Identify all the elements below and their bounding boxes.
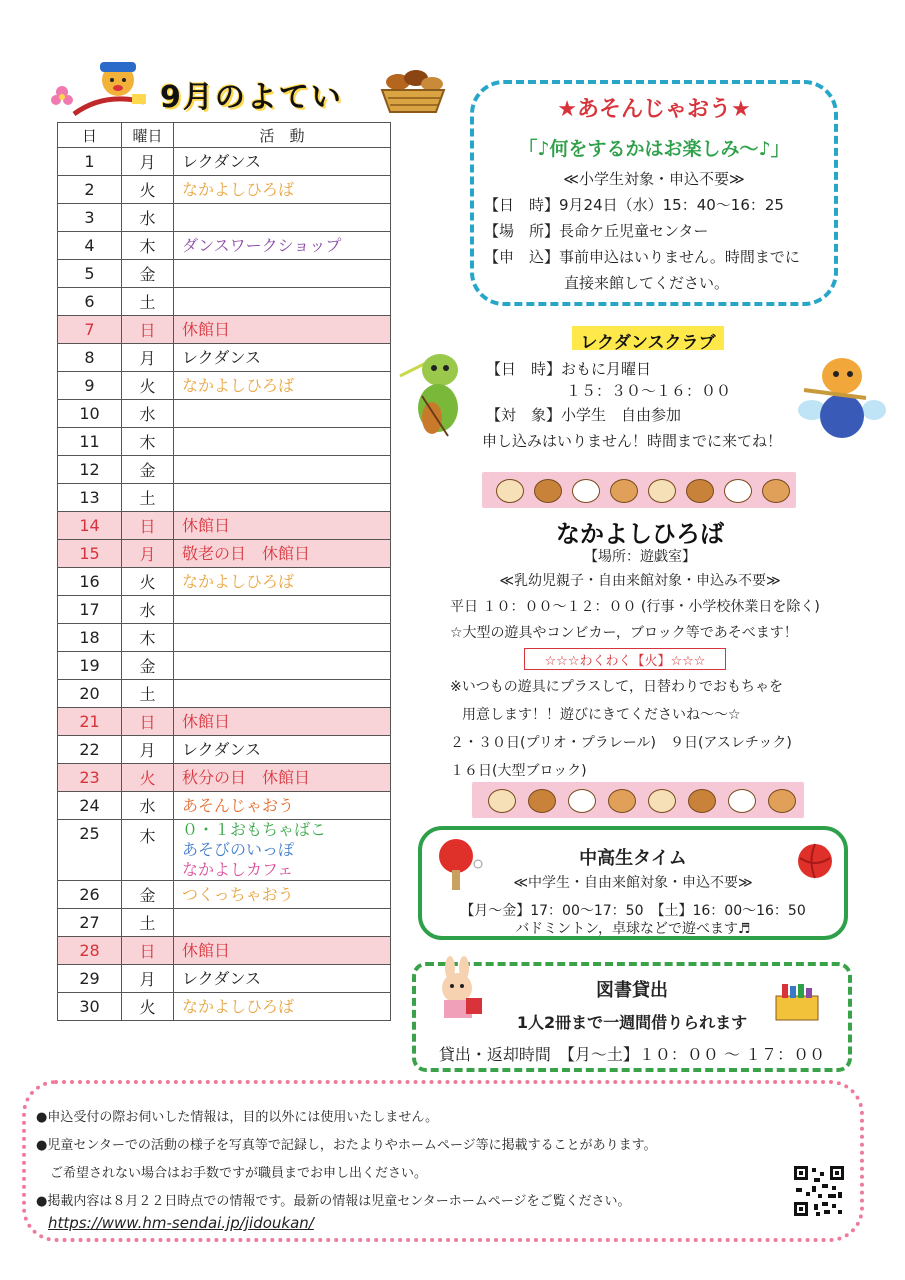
activity-label: レクダンス	[182, 347, 262, 367]
calendar-activity	[174, 624, 391, 652]
calendar-row	[58, 344, 391, 372]
calendar-weekday: 金	[122, 881, 174, 909]
calendar-activity	[174, 993, 391, 1021]
calendar-weekday: 木	[122, 820, 174, 881]
bear-kid-icon	[44, 52, 156, 124]
footer-note-4: ●掲載内容は８月２２日時点での情報です。最新の情報は児童センターホームページをご覧ください。	[36, 1194, 631, 1209]
calendar-day: 16	[58, 568, 122, 596]
calendar-activity	[174, 288, 391, 316]
calendar-row	[58, 881, 391, 909]
calendar-row	[58, 232, 391, 260]
nakayoshi-line2: ※いつもの遊具にプラスして，日替わりでおもちゃを	[450, 679, 784, 695]
calendar-weekday: 水	[122, 792, 174, 820]
calendar-weekday: 土	[122, 288, 174, 316]
calendar-day: 7	[58, 316, 122, 344]
nakayoshi-title: なかよしひろば	[556, 520, 724, 548]
activity-label: つくっちゃおう	[182, 884, 294, 904]
activity-label: なかよしひろば	[182, 571, 295, 591]
calendar-activity	[174, 512, 391, 540]
calendar-activity	[174, 540, 391, 568]
calendar-day: 19	[58, 652, 122, 680]
calendar-activity	[174, 232, 391, 260]
calendar-weekday: 火	[122, 372, 174, 400]
calendar-row	[58, 993, 391, 1021]
calendar-activity	[174, 456, 391, 484]
calendar-row	[58, 596, 391, 624]
animal-face-icon	[768, 789, 796, 813]
footer-note-3: ご希望されない場合はお手数ですが職員までお申し出ください。	[50, 1166, 428, 1181]
calendar-day: 3	[58, 204, 122, 232]
calendar-activity	[174, 881, 391, 909]
calendar-row	[58, 400, 391, 428]
calendar-weekday: 水	[122, 400, 174, 428]
library-box	[412, 962, 852, 1072]
calendar-row	[58, 736, 391, 764]
calendar-activity	[174, 708, 391, 736]
calendar-row	[58, 176, 391, 204]
calendar-day: 15	[58, 540, 122, 568]
calendar-weekday: 月	[122, 540, 174, 568]
calendar-weekday: 金	[122, 260, 174, 288]
activity-label: レクダンス	[182, 968, 262, 988]
calendar-weekday: 月	[122, 736, 174, 764]
calendar-activity	[174, 316, 391, 344]
junior-title: 中高生タイム	[579, 848, 687, 869]
calendar-row	[58, 316, 391, 344]
calendar-day: 10	[58, 400, 122, 428]
activity-label: あそびのいっぽ	[182, 840, 295, 859]
activity-label: あそんじゃおう	[182, 795, 295, 815]
calendar-activity	[174, 965, 391, 993]
calendar-row	[58, 288, 391, 316]
asonjaou-date: 【日 時】9月24日（水）15：40～16：25	[484, 196, 784, 214]
footer-note-2: ●児童センターでの活動の様子を写真等で記録し，おたよりやホームページ等に掲載することがあります。	[36, 1138, 657, 1153]
calendar-activity	[174, 764, 391, 792]
library-line1: 1人2冊まで一週間借りられます	[516, 1013, 748, 1032]
nakayoshi-line4: ２・３０日(プリオ・プラレール) ９日(アスレチック)	[450, 735, 792, 751]
calendar-day: 25	[58, 820, 122, 881]
calendar-activity	[174, 568, 391, 596]
calendar-day: 26	[58, 881, 122, 909]
calendar-day: 24	[58, 792, 122, 820]
calendar-day: 18	[58, 624, 122, 652]
animal-face-icon	[572, 479, 600, 503]
calendar-day: 8	[58, 344, 122, 372]
calendar-weekday: 木	[122, 428, 174, 456]
calendar-row	[58, 568, 391, 596]
calendar-day: 30	[58, 993, 122, 1021]
junior-target: ≪中学生・自由来館対象・申込不要≫	[513, 875, 753, 891]
header-weekday: 曜日	[122, 123, 174, 148]
calendar-activity	[174, 937, 391, 965]
calendar-weekday: 月	[122, 148, 174, 176]
calendar-weekday: 土	[122, 484, 174, 512]
calendar-row	[58, 764, 391, 792]
library-line2: 貸出・返却時間 【月～土】１０：００ ～ １７：００	[438, 1045, 826, 1064]
calendar-day: 21	[58, 708, 122, 736]
footer-notice-box	[22, 1080, 864, 1242]
activity-label: 秋分の日 休館日	[182, 767, 311, 787]
calendar-activity	[174, 148, 391, 176]
asonjaou-apply: 【申 込】事前申込はいりません。時間までに	[484, 248, 800, 266]
junior-box	[418, 826, 848, 940]
junior-time: 【月～金】17：00～17：50 【土】16：00～16：50	[460, 903, 806, 919]
animal-face-icon	[608, 789, 636, 813]
calendar-activity	[174, 428, 391, 456]
nakayoshi-line5: １６日(大型ブロック)	[450, 763, 587, 779]
calendar-row	[58, 512, 391, 540]
calendar-day: 9	[58, 372, 122, 400]
calendar-weekday: 土	[122, 909, 174, 937]
calendar-weekday: 土	[122, 680, 174, 708]
library-title: 図書貸出	[596, 980, 668, 1001]
calendar-day: 4	[58, 232, 122, 260]
calendar-day: 14	[58, 512, 122, 540]
animal-face-icon	[728, 789, 756, 813]
asonjaou-place: 【場 所】長命ケ丘児童センター	[484, 222, 709, 240]
activity-label: 休館日	[182, 711, 231, 731]
calendar-row	[58, 372, 391, 400]
calendar-day: 28	[58, 937, 122, 965]
activity-label: なかよしカフェ	[182, 860, 294, 879]
nakayoshi-time: 平日 １０：００～１２：００ (行事・小学校休業日を除く)	[450, 599, 820, 615]
asonjaou-target: ≪小学生対象・申込不要≫	[563, 170, 745, 188]
asonjaou-apply-2: 直接来館してください。	[564, 274, 730, 292]
calendar-activity	[174, 736, 391, 764]
calendar-activity	[174, 909, 391, 937]
calendar-row	[58, 624, 391, 652]
activity-label: レクダンス	[182, 151, 262, 171]
activity-label: 休館日	[182, 515, 231, 535]
calendar-day: 12	[58, 456, 122, 484]
activity-label: ダンスワークショップ	[182, 235, 342, 255]
calendar-day: 2	[58, 176, 122, 204]
calendar-weekday: 日	[122, 937, 174, 965]
calendar-weekday: 月	[122, 344, 174, 372]
calendar-row	[58, 909, 391, 937]
animal-face-icon	[488, 789, 516, 813]
calendar-day: 6	[58, 288, 122, 316]
calendar-activity	[174, 596, 391, 624]
calendar-row	[58, 652, 391, 680]
bee-flute-icon	[796, 340, 886, 444]
calendar-weekday: 木	[122, 232, 174, 260]
calendar-weekday: 火	[122, 993, 174, 1021]
animal-face-icon	[528, 789, 556, 813]
calendar-row	[58, 484, 391, 512]
calendar-row	[58, 428, 391, 456]
asonjaou-box	[470, 80, 838, 306]
activity-label: 休館日	[182, 319, 231, 339]
calendar-day: 13	[58, 484, 122, 512]
calendar-row	[58, 540, 391, 568]
calendar-header-row	[58, 123, 391, 148]
calendar-row	[58, 456, 391, 484]
recdance-target: 【対 象】小学生 自由参加	[486, 406, 682, 424]
asonjaou-subtitle: 「♪何をするかはお楽しみ～♪」	[518, 138, 790, 160]
animal-face-icon	[610, 479, 638, 503]
mushroom-basket-icon	[376, 66, 450, 116]
calendar-table	[57, 122, 391, 1021]
calendar-day: 29	[58, 965, 122, 993]
junior-note: バドミントン，卓球などで遊べます♬	[515, 921, 751, 937]
nakayoshi-line1: ☆大型の遊具やコンビカー，ブロック等であそべます！	[450, 625, 798, 641]
nakayoshi-place: 【場所：遊戯室】	[584, 549, 696, 565]
animal-face-icon	[534, 479, 562, 503]
calendar-day: 5	[58, 260, 122, 288]
calendar-weekday: 金	[122, 456, 174, 484]
animal-face-icon	[686, 479, 714, 503]
calendar-day: 22	[58, 736, 122, 764]
animal-face-icon	[724, 479, 752, 503]
calendar-row	[58, 148, 391, 176]
animal-face-icon	[762, 479, 790, 503]
activity-label: なかよしひろば	[182, 996, 295, 1016]
activity-label: 敬老の日 休館日	[182, 543, 311, 563]
page-title: 9月のよてい	[160, 80, 343, 115]
qr-code-icon[interactable]	[792, 1164, 846, 1218]
header-day: 日	[58, 123, 122, 148]
footer-note-1: ●申込受付の際お伺いした情報は，目的以外には使用いたしません。	[36, 1110, 439, 1125]
calendar-weekday: 水	[122, 596, 174, 624]
animal-face-icon	[648, 479, 676, 503]
calendar-weekday: 金	[122, 652, 174, 680]
grasshopper-violin-icon	[392, 336, 478, 446]
calendar-weekday: 木	[122, 624, 174, 652]
nakayoshi-waku: ☆☆☆わくわく【火】☆☆☆	[544, 654, 706, 669]
calendar-day: 11	[58, 428, 122, 456]
animal-face-icon	[496, 479, 524, 503]
animal-face-icon	[648, 789, 676, 813]
calendar-weekday: 火	[122, 568, 174, 596]
recdance-title: レクダンスクラブ	[580, 333, 716, 353]
calendar-weekday: 日	[122, 316, 174, 344]
animal-face-icon	[688, 789, 716, 813]
calendar-row	[58, 965, 391, 993]
calendar-activity	[174, 484, 391, 512]
calendar-activity	[174, 792, 391, 820]
calendar-row	[58, 792, 391, 820]
nakayoshi-line3: 用意します！！遊びにきてくださいね～～☆	[462, 707, 741, 723]
calendar-row	[58, 680, 391, 708]
nakayoshi-target: ≪乳幼児親子・自由来館対象・申込み不要≫	[499, 573, 781, 589]
calendar-activity	[174, 176, 391, 204]
calendar-weekday: 日	[122, 708, 174, 736]
calendar-weekday: 日	[122, 512, 174, 540]
activity-label: レクダンス	[182, 739, 262, 759]
calendar-activity	[174, 400, 391, 428]
recdance-note: 申し込みはいりません！時間までに来てね！	[482, 432, 783, 450]
calendar-activity	[174, 820, 391, 881]
calendar-activity	[174, 344, 391, 372]
calendar-row	[58, 820, 391, 881]
header-activity: 活 動	[174, 123, 391, 148]
calendar-activity	[174, 372, 391, 400]
asonjaou-title: ★あそんじゃおう★	[557, 97, 751, 122]
homepage-link[interactable]: https://www.hm-sendai.jp/jidoukan/	[48, 1214, 314, 1232]
calendar-day: 17	[58, 596, 122, 624]
calendar-day: 27	[58, 909, 122, 937]
calendar-activity	[174, 680, 391, 708]
activity-label: 休館日	[182, 940, 231, 960]
calendar-activity	[174, 260, 391, 288]
calendar-day: 23	[58, 764, 122, 792]
calendar-row	[58, 937, 391, 965]
calendar-day: 20	[58, 680, 122, 708]
calendar-row	[58, 708, 391, 736]
calendar-day: 1	[58, 148, 122, 176]
recdance-time: １５：３０～１６：００	[566, 382, 732, 400]
calendar-activity	[174, 204, 391, 232]
activity-label: ０・１おもちゃばこ	[182, 820, 327, 839]
animal-face-icon	[568, 789, 596, 813]
activity-label: なかよしひろば	[182, 375, 295, 395]
calendar-row	[58, 204, 391, 232]
calendar-weekday: 火	[122, 176, 174, 204]
calendar-weekday: 水	[122, 204, 174, 232]
recdance-date: 【日 時】おもに月曜日	[486, 360, 652, 378]
calendar-row	[58, 260, 391, 288]
calendar-weekday: 月	[122, 965, 174, 993]
calendar-weekday: 火	[122, 764, 174, 792]
calendar-activity	[174, 652, 391, 680]
activity-label: なかよしひろば	[182, 179, 295, 199]
